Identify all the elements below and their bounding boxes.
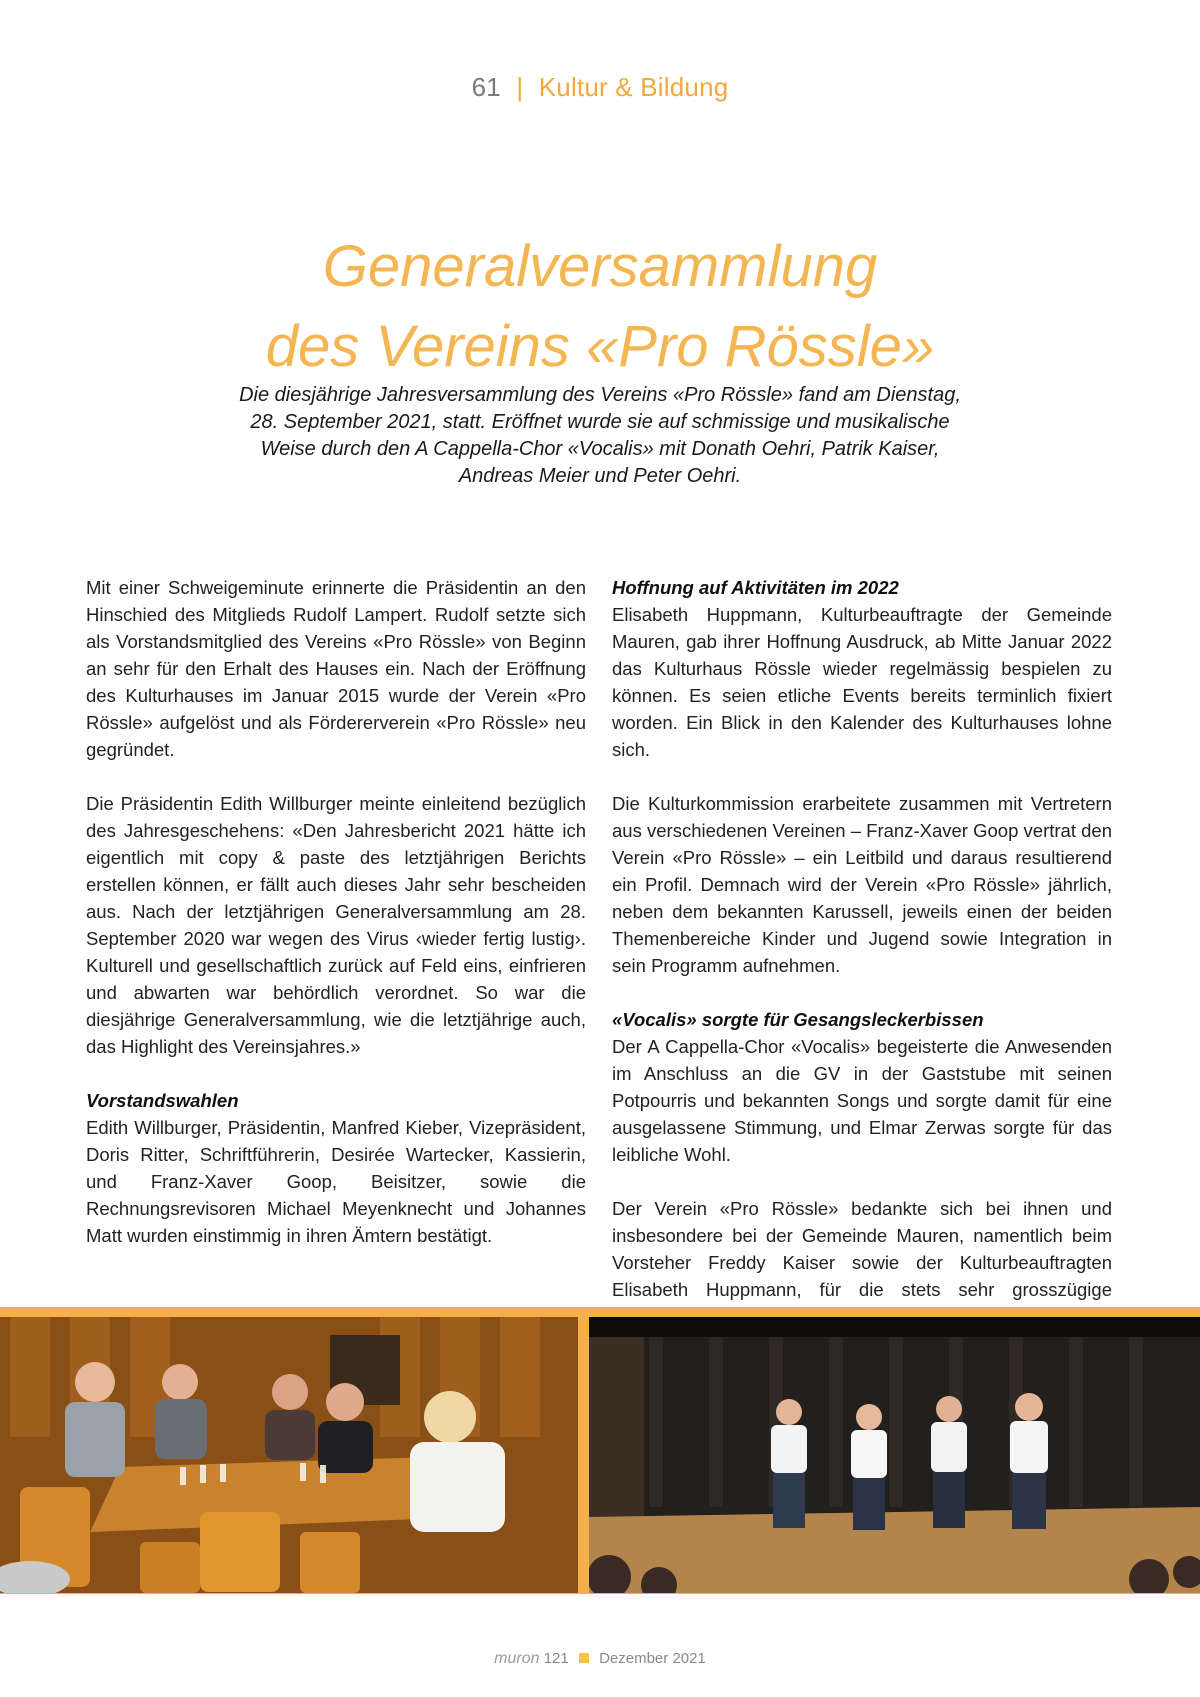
- title-line-1: Generalversammlung: [322, 233, 878, 299]
- title-line-2: des Vereins «Pro Rössle»: [265, 313, 935, 379]
- header-separator: |: [516, 72, 524, 102]
- footer-square-icon: [579, 1653, 589, 1663]
- photo-gaststube-illustration: [0, 1317, 578, 1593]
- left-column: [86, 574, 586, 1276]
- paragraph: Die Präsidentin Edith Willburger meinte einleitend bezüglich des Jahresgeschehens: «Den Jahresbericht 2021 hätte ich eigentlich mit copy & paste des letztjährigen Berichts erstellen können, er fällt auch dieses Jahr sehr bescheiden aus. Nach der letztjährigen Generalversammlung am 28. September 2020 war wegen des Virus ‹wieder fertig lustig›. Kulturell und gesellschaftlich zurück auf Feld eins, einfrieren und abwarten war behördlich verordnet. So war die diesjährige Generalversammlung, wie die letztjährige auch, das Highlight des Vereinsjahres.»: [86, 793, 586, 1057]
- subheading-hoffnung: Hoffnung auf Aktivitäten im 2022: [612, 577, 899, 598]
- photo-vocalis-stage: [589, 1317, 1200, 1593]
- photo-vocalis-illustration: [589, 1317, 1200, 1593]
- paragraph: Der A Cappella-Chor «Vocalis» begeisterte die Anwesenden im Anschluss an die GV in der Gaststube mit seinen Potpourris und bekannten Songs und sorgte damit für eine ausgelassene Stimmung, und Elmar Zerwas sorgte für das leibliche Wohl.: [612, 1036, 1112, 1165]
- page-header: [0, 72, 1200, 103]
- page-number: 61: [471, 72, 501, 102]
- page-footer: [0, 1650, 1200, 1668]
- paragraph: Elisabeth Huppmann, Kulturbeauftragte der Gemeinde Mauren, gab ihrer Hoffnung Ausdruck, ab Mitte Januar 2022 das Kulturhaus Rössle wieder regelmässig bespielen zu können. Es seien etliche Events bereits terminlich fixiert worden. Ein Blick in den Kalender des Kulturhauses lohne sich.: [612, 604, 1112, 760]
- paragraph: Die Kulturkommission erarbeitete zusammen mit Vertretern aus verschiedenen Vereinen – Franz-Xaver Goop vertrat den Verein «Pro Rössle» – ein Leitbild und daraus resultierend ein Profil. Demnach wird der Verein «Pro Rössle» jährlich, neben dem bekannten Karussell, jeweils einen der beiden Themenbereiche Kinder und Jugend sowie Integration in sein Programm aufnehmen.: [612, 793, 1112, 976]
- paragraph: Mit einer Schweigeminute erinnerte die Präsidentin an den Hinschied des Mitglieds Rudolf Lampert. Rudolf setzte sich als Vorstandsmitglied des Vereins «Pro Rössle» von Beginn an sehr für den Erhalt des Hauses ein. Nach der Eröffnung des Kulturhauses im Januar 2015 wurde der Verein «Pro Rössle» aufgelöst und als Fördererverein «Pro Rössle» neu gegründet.: [86, 577, 586, 760]
- photo-gaststube: [0, 1317, 578, 1593]
- article-title: [0, 227, 1200, 387]
- magazine-brand: muron: [494, 1650, 540, 1667]
- section-name: Kultur & Bildung: [538, 72, 729, 102]
- article-lead: Die diesjährige Jahresversammlung des Vereins «Pro Rössle» fand am Dienstag, 28. September 2021, statt. Eröffnet wurde sie auf schmissige und musikalische Weise durch den A Cappella-Chor «Vocalis» mit Donath Oehri, Patrik Kaiser, Andreas Meier und Peter Oehri.: [239, 384, 961, 487]
- subheading-vocalis: «Vocalis» sorgte für Gesangsleckerbissen: [612, 1009, 984, 1030]
- issue-number: 121: [543, 1650, 569, 1667]
- issue-date: Dezember 2021: [599, 1650, 706, 1667]
- paragraph: Der Verein «Pro Rössle» bedankte sich bei ihnen und insbesondere bei der Gemeinde Mauren, namentlich beim Vorsteher Freddy Kaiser sowie der Kulturbeauftragten Elisabeth Huppmann, für die stets sehr grosszügige: [612, 1198, 1112, 1300]
- paragraph: Edith Willburger, Präsidentin, Manfred Kieber, Vizepräsident, Doris Ritter, Schriftführerin, Desirée Wartecker, Kassierin, und Franz-Xaver Goop, Beisitzer, sowie die Rechnungsrevisoren Michael Meyenknecht und Johannes Matt wurden einstimmig in ihren Ämtern bestätigt.: [86, 1117, 586, 1246]
- subheading-vorstandswahlen: Vorstandswahlen: [86, 1090, 239, 1111]
- right-column: [612, 574, 1112, 1357]
